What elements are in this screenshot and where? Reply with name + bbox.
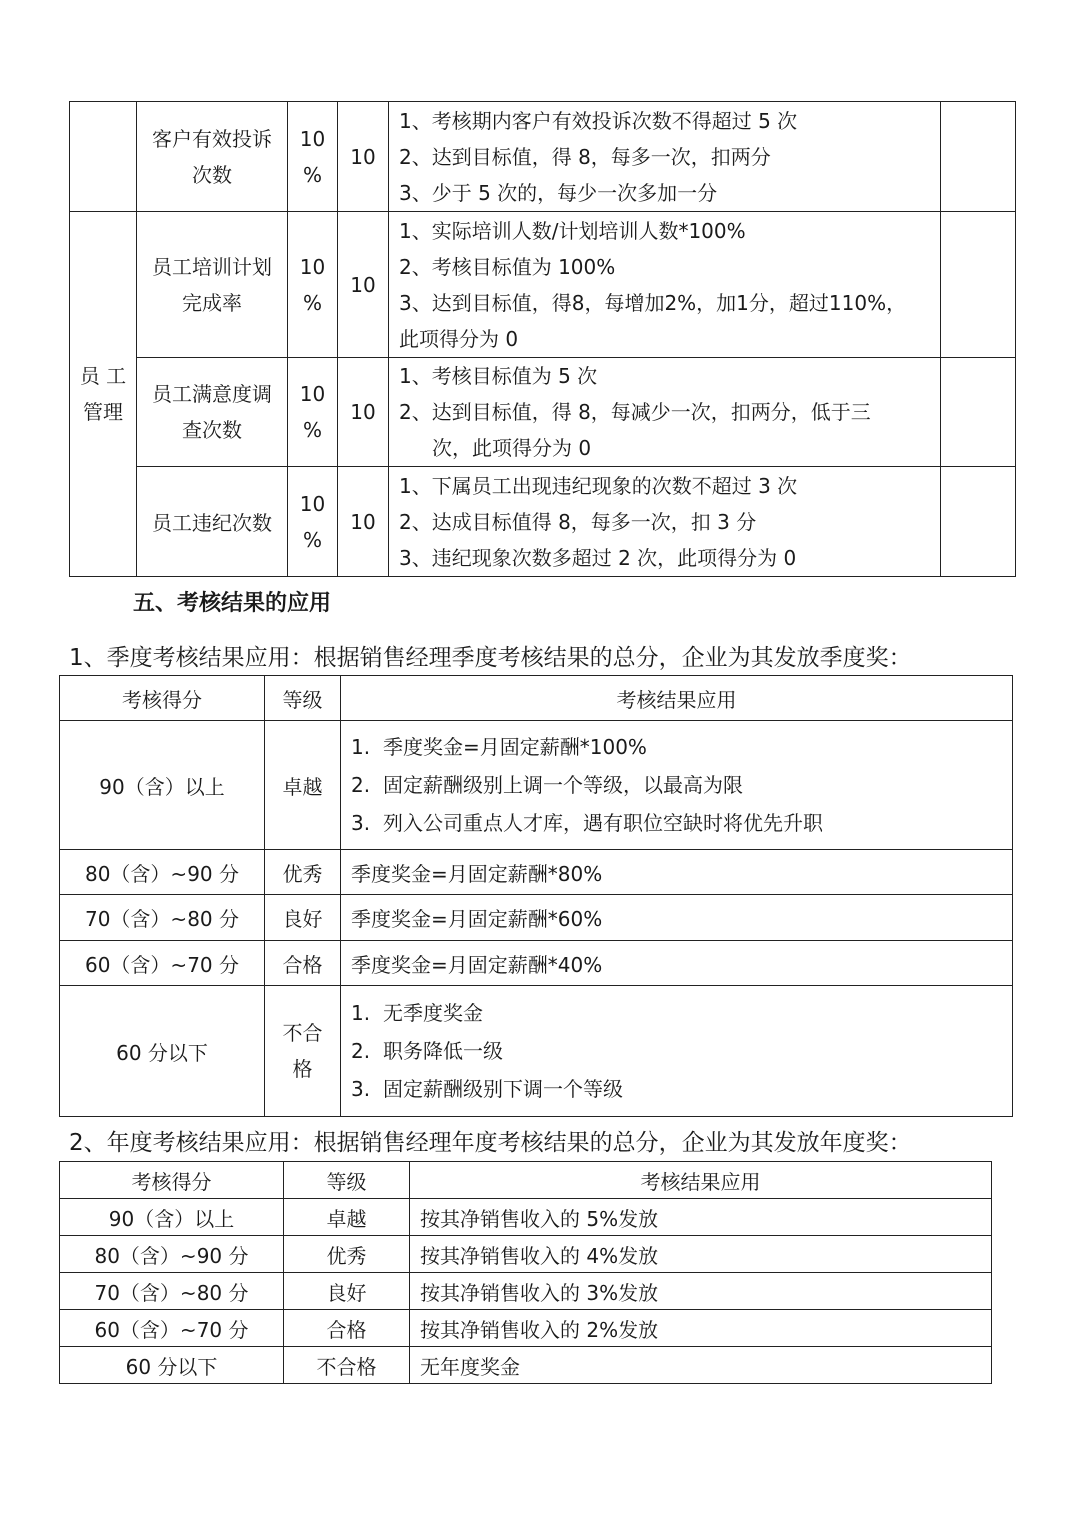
grade-cell: 不合格 — [284, 1347, 410, 1384]
table-row — [60, 1236, 992, 1273]
table-row — [60, 986, 1013, 1117]
table-row — [70, 212, 1016, 358]
grade-cell: 合格 — [265, 941, 341, 986]
table-header-row — [60, 1162, 992, 1199]
criteria-cell: 1、下属员工出现违纪现象的次数不超过 3 次 2、达成目标值得 8，每多一次，扣 3 分 3、违纪现象次数多超过 2 次，此项得分为 0 — [389, 467, 941, 577]
score-cell: 10 — [338, 358, 389, 467]
grade-cell: 良好 — [284, 1273, 410, 1310]
application-cell: 按其净销售收入的 2%发放 — [410, 1310, 992, 1347]
grade-cell: 合格 — [284, 1310, 410, 1347]
application-cell: 1. 季度奖金=月固定薪酬*100% 2. 固定薪酬级别上调一个等级，以最高为限 3. 列入公司重点人才库，遇有职位空缺时将优先升职 — [341, 721, 1013, 850]
header-application: 考核结果应用 — [341, 676, 1013, 721]
table-row — [60, 941, 1013, 986]
application-cell: 无年度奖金 — [410, 1347, 992, 1384]
score-cell: 90（含）以上 — [60, 721, 265, 850]
grade-cell: 优秀 — [265, 850, 341, 895]
score-cell: 80（含）~90 分 — [60, 1236, 284, 1273]
quarterly-intro: 1、季度考核结果应用：根据销售经理季度考核结果的总分，企业为其发放季度奖： — [69, 645, 912, 671]
table-row — [70, 358, 1016, 467]
grade-cell: 卓越 — [265, 721, 341, 850]
header-application: 考核结果应用 — [410, 1162, 992, 1199]
item-cell: 员工满意度调 查次数 — [137, 358, 288, 467]
weight-cell: 10 % — [288, 102, 338, 212]
item-cell: 客户有效投诉 次数 — [137, 102, 288, 212]
blank-cell — [941, 212, 1016, 358]
annual-table — [59, 1161, 992, 1384]
grade-cell: 优秀 — [284, 1236, 410, 1273]
table-row — [70, 102, 1016, 212]
table-row — [60, 1273, 992, 1310]
item-cell: 员工培训计划 完成率 — [137, 212, 288, 358]
grade-cell: 良好 — [265, 895, 341, 941]
score-cell: 70（含）~80 分 — [60, 1273, 284, 1310]
score-cell: 10 — [338, 102, 389, 212]
application-cell: 季度奖金=月固定薪酬*80% — [341, 850, 1013, 895]
table-header-row — [60, 676, 1013, 721]
blank-cell — [941, 358, 1016, 467]
grade-cell: 卓越 — [284, 1199, 410, 1236]
category-cell — [70, 102, 137, 212]
annual-intro: 2、年度考核结果应用：根据销售经理年度考核结果的总分，企业为其发放年度奖： — [69, 1130, 912, 1156]
application-cell: 1. 无季度奖金 2. 职务降低一级 3. 固定薪酬级别下调一个等级 — [341, 986, 1013, 1117]
application-cell: 按其净销售收入的 3%发放 — [410, 1273, 992, 1310]
section-title: 五、考核结果的应用 — [133, 591, 332, 616]
score-cell: 10 — [338, 467, 389, 577]
blank-cell — [941, 102, 1016, 212]
quarterly-table — [59, 675, 1013, 1117]
header-score: 考核得分 — [60, 676, 265, 721]
score-cell: 60（含）~70 分 — [60, 1310, 284, 1347]
header-score: 考核得分 — [60, 1162, 284, 1199]
table-row — [60, 721, 1013, 850]
item-cell: 员工违纪次数 — [137, 467, 288, 577]
kpi-table — [69, 101, 1016, 577]
application-cell: 按其净销售收入的 4%发放 — [410, 1236, 992, 1273]
score-cell: 60（含）~70 分 — [60, 941, 265, 986]
score-cell: 60 分以下 — [60, 986, 265, 1117]
weight-cell: 10 % — [288, 467, 338, 577]
table-row — [60, 1347, 992, 1384]
weight-cell: 10 % — [288, 212, 338, 358]
score-cell: 80（含）~90 分 — [60, 850, 265, 895]
grade-cell: 不合 格 — [265, 986, 341, 1117]
table-row — [70, 467, 1016, 577]
header-grade: 等级 — [265, 676, 341, 721]
score-cell: 10 — [338, 212, 389, 358]
application-cell: 按其净销售收入的 5%发放 — [410, 1199, 992, 1236]
application-cell: 季度奖金=月固定薪酬*40% — [341, 941, 1013, 986]
application-cell: 季度奖金=月固定薪酬*60% — [341, 895, 1013, 941]
criteria-cell: 1、考核期内客户有效投诉次数不得超过 5 次 2、达到目标值，得 8，每多一次，扣两分 3、少于 5 次的，每少一次多加一分 — [389, 102, 941, 212]
score-cell: 70（含）~80 分 — [60, 895, 265, 941]
header-grade: 等级 — [284, 1162, 410, 1199]
weight-cell: 10 % — [288, 358, 338, 467]
blank-cell — [941, 467, 1016, 577]
table-row — [60, 895, 1013, 941]
score-cell: 60 分以下 — [60, 1347, 284, 1384]
criteria-cell: 1、实际培训人数/计划培训人数*100% 2、考核目标值为 100% 3、达到目标值，得8，每增加2%，加1分，超过110%， 此项得分为 0 — [389, 212, 941, 358]
criteria-cell: 1、考核目标值为 5 次 2、达到目标值，得 8，每减少一次，扣两分，低于三 次，此项得分为 0 — [389, 358, 941, 467]
score-cell: 90（含）以上 — [60, 1199, 284, 1236]
table-row — [60, 1310, 992, 1347]
category-cell-employee-management: 员 工 管理 — [70, 212, 137, 577]
table-row — [60, 1199, 992, 1236]
table-row — [60, 850, 1013, 895]
